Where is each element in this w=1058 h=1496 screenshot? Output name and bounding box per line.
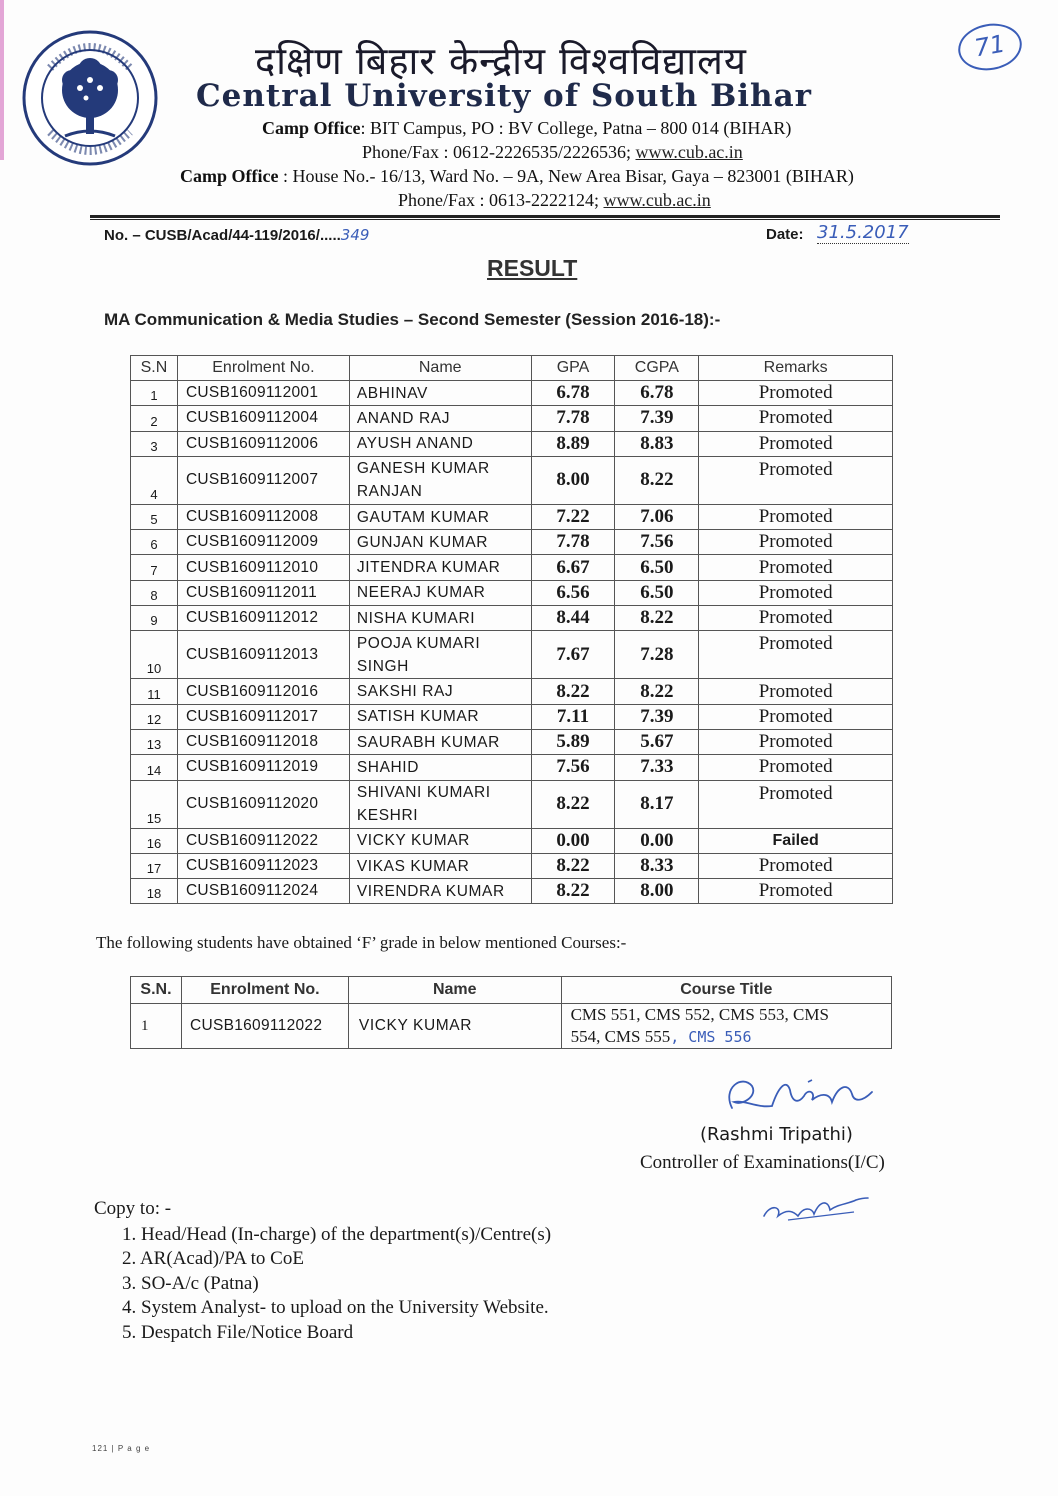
column-header-enrolment: Enrolment No.	[181, 977, 348, 1004]
cell-sn: 10	[131, 631, 178, 679]
cell-sn: 15	[131, 780, 178, 828]
cell-gpa: 7.11	[531, 704, 615, 729]
cell-gpa: 8.22	[531, 679, 615, 704]
cell-enrolment: CUSB1609112001	[177, 381, 349, 406]
cell-cgpa: 7.56	[615, 530, 699, 555]
cell-sn: 6	[131, 530, 178, 555]
fgrade-table-header	[131, 977, 892, 1004]
cell-name: VICKY KUMAR	[348, 1004, 561, 1049]
course-title-line1: CMS 551, CMS 552, CMS 553, CMS	[570, 1005, 829, 1024]
table-row	[131, 406, 893, 431]
cell-name: SAKSHI RAJ	[349, 679, 531, 704]
date-handwritten: 31.5.2017	[817, 222, 909, 243]
cell-sn: 2	[131, 406, 178, 431]
cell-name: SAURABH KUMAR	[349, 729, 531, 754]
cell-remarks: Promoted	[699, 580, 893, 605]
cell-name: SHAHID	[349, 755, 531, 780]
cell-name: SHIVANI KUMARI KESHRI	[349, 780, 531, 828]
copy-to-list	[122, 1224, 551, 1346]
cell-sn: 13	[131, 729, 178, 754]
camp-office-label: Camp Office	[262, 118, 361, 138]
cell-name: NISHA KUMARI	[349, 606, 531, 631]
cell-name: ABHINAV	[349, 381, 531, 406]
camp-office-gaya	[180, 166, 854, 187]
column-header-remarks: Remarks	[699, 356, 893, 381]
cell-cgpa: 8.17	[615, 780, 699, 828]
cell-enrolment: CUSB1609112022	[177, 828, 349, 853]
cell-cgpa: 8.00	[615, 879, 699, 904]
cell-remarks: Promoted	[699, 530, 893, 555]
result-table-header	[131, 356, 893, 381]
list-item: 3. SO-A/c (Patna)	[122, 1272, 259, 1294]
initial-scribble	[758, 1190, 870, 1226]
fgrade-table	[130, 976, 892, 1049]
cell-enrolment: CUSB1609112008	[177, 504, 349, 529]
cell-gpa: 8.22	[531, 780, 615, 828]
cell-remarks: Failed	[699, 828, 893, 853]
result-table-body	[131, 381, 893, 904]
cell-remarks: Promoted	[699, 606, 893, 631]
cell-gpa: 7.78	[531, 406, 615, 431]
header-divider	[90, 215, 1000, 218]
reference-prefix: No. – CUSB/Acad/44-119/2016/.....	[104, 227, 341, 244]
column-header-cgpa: CGPA	[615, 356, 699, 381]
university-seal-logo	[20, 28, 160, 168]
cell-name: VICKY KUMAR	[349, 828, 531, 853]
cell-cgpa: 8.22	[615, 679, 699, 704]
column-header-course-title: Course Title	[561, 977, 891, 1004]
cell-gpa: 8.22	[531, 853, 615, 878]
course-title-line2: 554, CMS 555	[570, 1027, 671, 1046]
cell-remarks: Promoted	[699, 504, 893, 529]
cell-cgpa: 8.22	[615, 456, 699, 504]
cell-cgpa: 7.06	[615, 504, 699, 529]
cell-remarks: Promoted	[699, 679, 893, 704]
cell-sn: 18	[131, 879, 178, 904]
column-header-sn: S.N	[131, 356, 178, 381]
university-name-english: Central University of South Bihar	[196, 78, 813, 114]
cell-sn: 1	[131, 1004, 182, 1049]
table-row	[131, 828, 893, 853]
cell-gpa: 7.22	[531, 504, 615, 529]
cell-name: NEERAJ KUMAR	[349, 580, 531, 605]
page-footer: 121 | P a g e	[92, 1444, 151, 1453]
cell-sn: 14	[131, 755, 178, 780]
cell-name: GUNJAN KUMAR	[349, 530, 531, 555]
website-link[interactable]: www.cub.ac.in	[635, 142, 743, 162]
cell-sn: 4	[131, 456, 178, 504]
cell-cgpa: 7.28	[615, 631, 699, 679]
cell-gpa: 0.00	[531, 828, 615, 853]
cell-remarks: Promoted	[699, 853, 893, 878]
cell-gpa: 6.56	[531, 580, 615, 605]
cell-cgpa: 7.39	[615, 406, 699, 431]
table-row	[131, 704, 893, 729]
list-item: 2. AR(Acad)/PA to CoE	[122, 1248, 304, 1270]
cell-course-title	[561, 1004, 891, 1049]
programme-subtitle: MA Communication & Media Studies – Second Semester (Session 2016-18):-	[104, 310, 721, 329]
table-row	[131, 431, 893, 456]
table-row	[131, 504, 893, 529]
cell-remarks: Promoted	[699, 729, 893, 754]
cell-enrolment: CUSB1609112024	[177, 879, 349, 904]
cell-gpa: 6.67	[531, 555, 615, 580]
cell-enrolment: CUSB1609112019	[177, 755, 349, 780]
cell-gpa: 8.44	[531, 606, 615, 631]
cell-sn: 12	[131, 704, 178, 729]
table-row	[131, 853, 893, 878]
cell-cgpa: 8.83	[615, 431, 699, 456]
camp-office-label: Camp Office	[180, 166, 279, 186]
result-table	[130, 355, 893, 904]
cell-name: JITENDRA KUMAR	[349, 555, 531, 580]
cell-remarks: Promoted	[699, 456, 893, 504]
copy-to-label: Copy to: -	[94, 1198, 172, 1219]
cell-sn: 16	[131, 828, 178, 853]
cell-cgpa: 5.67	[615, 729, 699, 754]
column-header-sn: S.N.	[131, 977, 182, 1004]
cell-cgpa: 7.33	[615, 755, 699, 780]
column-header-gpa: GPA	[531, 356, 615, 381]
cell-sn: 8	[131, 580, 178, 605]
cell-cgpa: 7.39	[615, 704, 699, 729]
table-row	[131, 555, 893, 580]
signatory-designation: Controller of Examinations(I/C)	[640, 1152, 885, 1173]
list-item: 4. System Analyst- to upload on the University Website.	[122, 1297, 549, 1319]
cell-name: AYUSH ANAND	[349, 431, 531, 456]
cell-enrolment: CUSB1609112010	[177, 555, 349, 580]
cell-gpa: 7.78	[531, 530, 615, 555]
cell-name: GANESH KUMAR RANJAN	[349, 456, 531, 504]
table-row	[131, 381, 893, 406]
cell-gpa: 8.89	[531, 431, 615, 456]
cell-name: SATISH KUMAR	[349, 704, 531, 729]
table-row	[131, 456, 893, 504]
website-link[interactable]: www.cub.ac.in	[603, 190, 711, 210]
fgrade-note: The following students have obtained ‘F’ grade in below mentioned Courses:-	[96, 933, 627, 952]
cell-sn: 7	[131, 555, 178, 580]
cell-enrolment: CUSB1609112016	[177, 679, 349, 704]
cell-gpa: 7.67	[531, 631, 615, 679]
cell-enrolment: CUSB1609112011	[177, 580, 349, 605]
cell-remarks: Promoted	[699, 879, 893, 904]
column-header-name: Name	[349, 356, 531, 381]
phone-fax-gaya	[398, 190, 711, 211]
cell-sn: 17	[131, 853, 178, 878]
cell-remarks: Promoted	[699, 780, 893, 828]
cell-remarks: Promoted	[699, 381, 893, 406]
cell-enrolment: CUSB1609112006	[177, 431, 349, 456]
column-header-name: Name	[348, 977, 561, 1004]
cell-name: POOJA KUMARI SINGH	[349, 631, 531, 679]
cell-sn: 9	[131, 606, 178, 631]
reference-number	[104, 226, 369, 244]
cell-remarks: Promoted	[699, 631, 893, 679]
cell-enrolment: CUSB1609112004	[177, 406, 349, 431]
cell-cgpa: 8.33	[615, 853, 699, 878]
table-row	[131, 606, 893, 631]
cell-remarks: Promoted	[699, 555, 893, 580]
cell-gpa: 5.89	[531, 729, 615, 754]
signatory-name: (Rashmi Tripathi)	[700, 1124, 853, 1145]
table-row	[131, 729, 893, 754]
cell-cgpa: 6.78	[615, 381, 699, 406]
cell-enrolment: CUSB1609112013	[177, 631, 349, 679]
cell-enrolment: CUSB1609112022	[181, 1004, 348, 1049]
table-row	[131, 1004, 892, 1049]
page-title: RESULT	[487, 255, 578, 281]
phone-fax-text: Phone/Fax : 0613-2222124;	[398, 190, 604, 210]
cell-gpa: 6.78	[531, 381, 615, 406]
cell-sn: 3	[131, 431, 178, 456]
column-header-enrolment: Enrolment No.	[177, 356, 349, 381]
table-row	[131, 530, 893, 555]
phone-fax-text: Phone/Fax : 0612-2226535/2226536;	[362, 142, 636, 162]
table-row	[131, 755, 893, 780]
cell-enrolment: CUSB1609112007	[177, 456, 349, 504]
cell-remarks: Promoted	[699, 704, 893, 729]
cell-remarks: Promoted	[699, 406, 893, 431]
cell-remarks: Promoted	[699, 431, 893, 456]
cell-cgpa: 6.50	[615, 555, 699, 580]
cell-cgpa: 6.50	[615, 580, 699, 605]
table-row	[131, 780, 893, 828]
cell-sn: 11	[131, 679, 178, 704]
cell-name: VIRENDRA KUMAR	[349, 879, 531, 904]
cell-enrolment: CUSB1609112018	[177, 729, 349, 754]
cell-name: VIKAS KUMAR	[349, 853, 531, 878]
phone-fax-patna	[362, 142, 743, 163]
handwritten-page-mark: 71	[954, 19, 1025, 75]
camp-office-address: : House No.- 16/13, Ward No. – 9A, New Area Bisar, Gaya – 823001 (BIHAR)	[278, 166, 854, 186]
cell-enrolment: CUSB1609112017	[177, 704, 349, 729]
list-item: 5. Despatch File/Notice Board	[122, 1321, 354, 1343]
table-row	[131, 679, 893, 704]
cell-enrolment: CUSB1609112009	[177, 530, 349, 555]
cell-gpa: 8.00	[531, 456, 615, 504]
date-label: Date:	[766, 226, 804, 243]
reference-handwritten-number: 349	[340, 226, 370, 244]
cell-gpa: 8.22	[531, 879, 615, 904]
cell-cgpa: 0.00	[615, 828, 699, 853]
table-row	[131, 580, 893, 605]
cell-sn: 5	[131, 504, 178, 529]
camp-office-patna	[262, 118, 791, 139]
table-row	[131, 631, 893, 679]
cell-name: ANAND RAJ	[349, 406, 531, 431]
course-title-handwritten: , CMS 556	[670, 1028, 752, 1046]
table-row	[131, 879, 893, 904]
page-edge-mark	[0, 0, 4, 160]
header-divider-thin	[90, 219, 1000, 220]
cell-sn: 1	[131, 381, 178, 406]
cell-enrolment: CUSB1609112023	[177, 853, 349, 878]
camp-office-address: : BIT Campus, PO : BV College, Patna – 800 014 (BIHAR)	[360, 118, 792, 138]
cell-remarks: Promoted	[699, 755, 893, 780]
cell-enrolment: CUSB1609112020	[177, 780, 349, 828]
cell-name: GAUTAM KUMAR	[349, 504, 531, 529]
signature-scribble	[712, 1068, 892, 1124]
cell-gpa: 7.56	[531, 755, 615, 780]
list-item: 1. Head/Head (In-charge) of the department(s)/Centre(s)	[122, 1224, 552, 1245]
cell-cgpa: 8.22	[615, 606, 699, 631]
university-name-hindi: दक्षिण बिहार केन्द्रीय विश्वविद्यालय	[255, 39, 747, 83]
cell-enrolment: CUSB1609112012	[177, 606, 349, 631]
